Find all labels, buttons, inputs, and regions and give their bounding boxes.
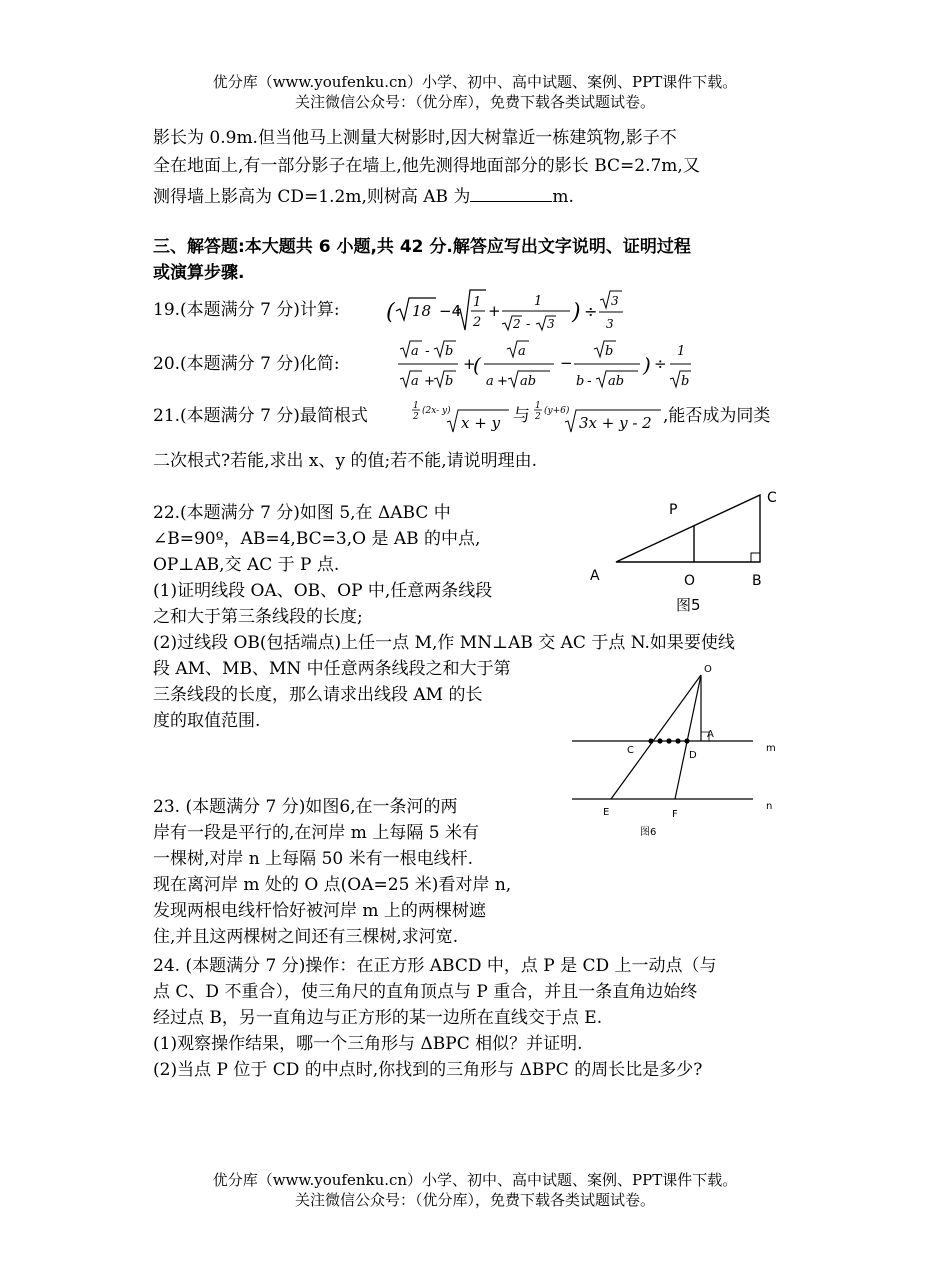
q23-line-6: 住,并且这两棵树之间还有三棵树,求河宽. [153,927,459,947]
svg-text:2: 2 [473,315,482,330]
svg-text:3x + y - 2: 3x + y - 2 [579,414,652,432]
q22-line-3: OP⊥AB,交 AC 于 P 点. [153,555,340,575]
page-footer-line-1: 优分库（www.youfenku.cn）小学、初中、高中试题、案例、PPT课件下载。 [212,1171,738,1189]
svg-text:1: 1 [535,401,541,411]
q23-line-2: 岸有一段是平行的,在河岸 m 上每隔 5 米有 [153,823,479,843]
q18-line-2: 全在地面上,有一部分影子在墙上,他先测得地面部分的影长 BC=2.7m,又 [153,156,700,176]
q24-line-3: 经过点 B，另一直角边与正方形的某一边所在直线交于点 E. [153,1008,603,1028]
figure-5 [580,485,790,620]
q19-label: 19.(本题满分 7 分)计算: [153,300,340,320]
svg-text:2: 2 [535,412,541,422]
figure-5-caption: 图5 [676,596,701,614]
tree-dot [648,738,653,743]
svg-text:x + y: x + y [461,414,501,432]
answer-blank[interactable] [470,184,552,202]
svg-text:b: b [681,374,690,389]
label-e: E [603,807,610,818]
tree-dot [666,738,671,743]
svg-text:−: − [560,354,573,372]
svg-text:): ) [572,300,581,325]
label-o: O [704,664,712,675]
q20-formula [394,337,694,393]
svg-text:a: a [411,374,419,389]
q18-line-3-text: 测得墙上影高为 CD=1.2m,则树高 AB 为 [153,187,471,207]
svg-text:b: b [576,374,585,389]
svg-text:+: + [463,355,476,373]
svg-text:ab: ab [608,374,625,389]
triangle-abc [616,495,760,562]
svg-text:-: - [425,344,430,359]
label-a: A [590,568,600,584]
label-f: F [672,809,678,820]
section-3-heading-line-2: 或演算步骤. [153,263,245,283]
svg-text:(y+6): (y+6) [544,406,570,416]
q21-radical-2 [533,396,663,436]
label-d: D [689,750,697,761]
svg-text:b: b [445,374,454,389]
svg-text:): ) [643,353,651,377]
q24-line-2: 点 C、D 不重合），使三角尺的直角顶点与 P 重合，并且一条直角边始终 [153,982,698,1002]
svg-text:÷: ÷ [584,302,598,321]
q21-label [153,405,368,427]
svg-text:+: + [424,374,435,389]
tree-dot [657,738,662,743]
q18-unit: m. [552,187,574,207]
svg-text:(: ( [386,300,395,325]
q22-line-8: 三条线段的长度，那么请求出线段 AM 的长 [153,685,483,705]
svg-text:2: 2 [413,412,419,422]
label-c: C [767,490,777,506]
q22-line-4: (1)证明线段 OA、OB、OP 中,任意两条线段 [153,581,493,601]
svg-text:-: - [587,374,592,389]
label-o: O [684,573,696,589]
svg-text:−4: −4 [439,302,462,320]
label-n: n [766,801,773,812]
tree-dot [675,738,680,743]
svg-text:1: 1 [677,344,686,359]
q18-line-3 [153,184,574,208]
figure-6 [565,658,785,848]
svg-text:(: ( [473,353,481,377]
q18-line-1: 影长为 0.9m.但当他马上测量大树影时,因大树靠近一栋建筑物,影子不 [153,128,677,148]
page-footer-line-2: 关注微信公众号：（优分库），免费下载各类试题试卷。 [294,1191,655,1209]
q23-line-4: 现在离河岸 m 处的 O 点(OA=25 米)看对岸 n, [153,875,512,895]
svg-text:ab: ab [520,374,537,389]
q24-line-5: (2)当点 P 位于 CD 的中点时,你找到的三角形与 ΔBPC 的周长比是多少? [153,1060,703,1080]
q24-line-4: (1)观察操作结果，哪一个三角形与 ΔBPC 相似？并证明. [153,1034,583,1054]
label-c: C [627,745,634,756]
figure-6-caption: 图6 [640,827,657,838]
svg-text:1: 1 [473,295,482,310]
svg-text:b: b [605,344,614,359]
label-p: P [669,502,678,518]
right-angle-mark [751,553,760,562]
svg-text:a: a [486,374,494,389]
q22-line-6: (2)过线段 OB(包括端点)上任一点 M,作 MN⊥AB 交 AC 于点 N.如果要使线 [153,633,735,653]
label-m: m [766,743,776,754]
q22-line-9: 度的取值范围. [153,711,261,731]
svg-text:1: 1 [413,401,419,411]
q23-line-5: 发现两根电线杆恰好被河岸 m 上的两棵树遮 [153,901,486,921]
section-3-heading: 三、解答题:本大题共 6 小题,共 42 分.解答应写出文字说明、证明过程 [153,237,691,257]
svg-text:3: 3 [547,317,555,331]
svg-text:(2x- y): (2x- y) [422,406,451,416]
q19-formula [384,286,624,338]
label-b: B [752,573,762,589]
svg-text:2: 2 [513,317,521,331]
q23-line-1: 23. (本题满分 7 分)如图6,在一条河的两 [153,797,458,817]
q22-line-5: 之和大于第三条线段的长度; [153,607,363,627]
svg-text:-: - [526,317,531,331]
q23-line-3: 一棵树,对岸 n 上每隔 50 米有一根电线杆. [153,849,474,869]
page-header-line-1: 优分库（www.youfenku.cn）小学、初中、高中试题、案例、PPT课件下载。 [212,73,738,91]
svg-text:b: b [445,344,454,359]
svg-text:a: a [518,344,526,359]
label-a: A [707,729,714,740]
svg-text:+: + [488,302,501,320]
svg-text:18: 18 [412,302,432,320]
svg-text:+: + [497,374,508,389]
svg-text:3: 3 [611,294,619,308]
svg-text:3: 3 [606,317,614,331]
q22-line-7: 段 AM、MB、MN 中任意两条线段之和大于第 [153,659,511,679]
svg-text:÷: ÷ [654,355,667,373]
q24-line-1: 24. (本题满分 7 分)操作：在正方形 ABCD 中，点 P 是 CD 上一动点（与 [153,956,717,976]
tree-dot [684,738,689,743]
q20-label: 20.(本题满分 7 分)化简: [153,354,340,374]
q22-line-2: ∠B=90º，AB=4,BC=3,O 是 AB 的中点, [153,529,481,549]
q22-line-1: 22.(本题满分 7 分)如图 5,在 ΔABC 中 [153,503,451,523]
q21-mid: 与 [513,406,530,426]
page-header-line-2: 关注微信公众号：（优分库），免费下载各类试题试卷。 [294,93,655,111]
q21-line-2: 二次根式?若能,求出 x、y 的值;若不能,请说明理由. [153,451,538,471]
svg-text:a: a [411,344,419,359]
q21-radical-1 [411,396,511,436]
q21-tail: ,能否成为同类 [663,406,771,426]
q21-label-text: 21.(本题满分 7 分)最简根式 [153,406,368,426]
svg-text:1: 1 [534,294,543,309]
